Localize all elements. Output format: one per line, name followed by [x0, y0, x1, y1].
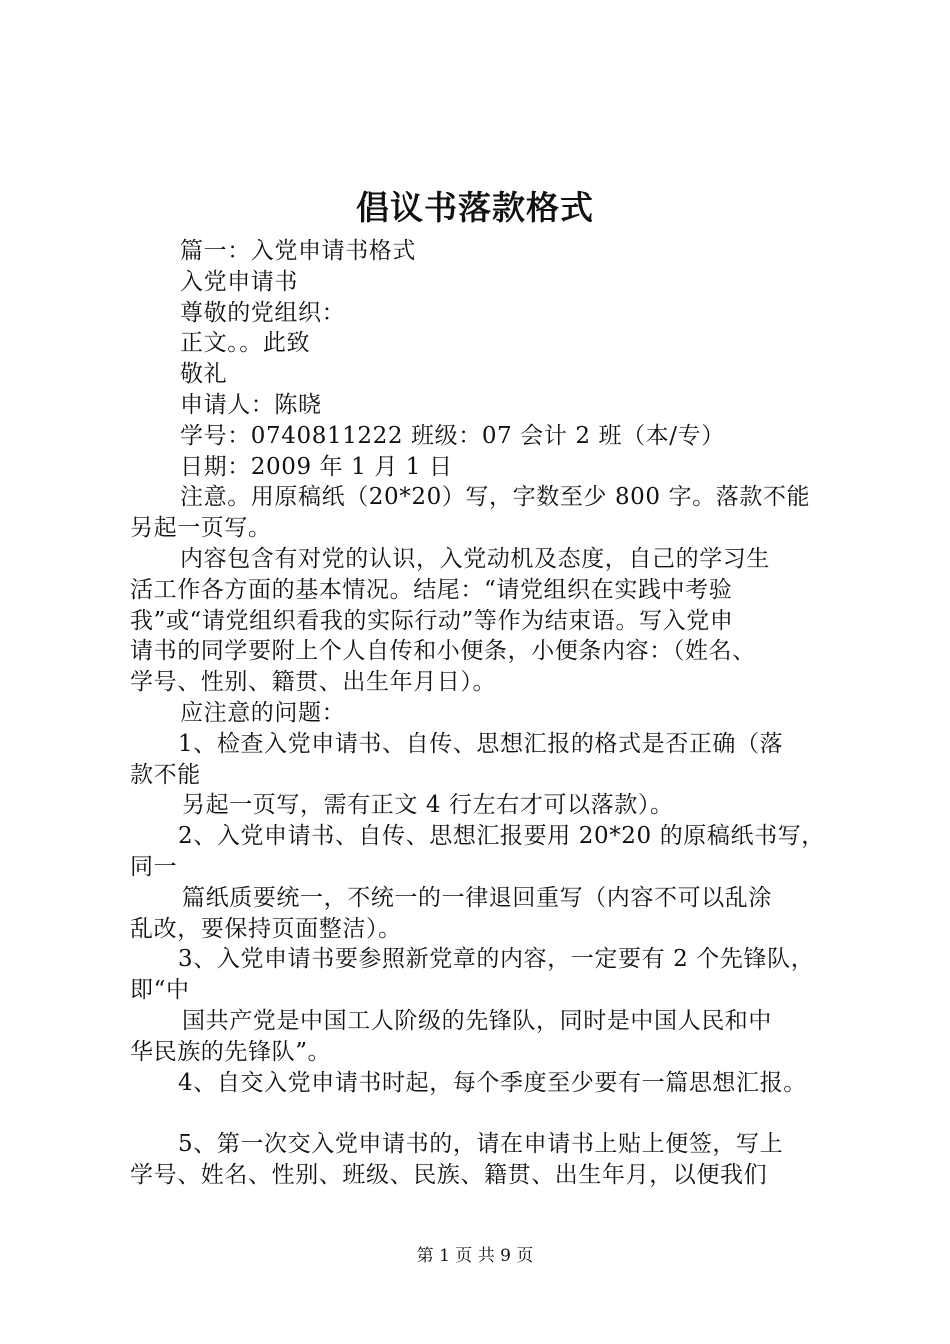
- text-line: 尊敬的党组织：: [180, 299, 346, 326]
- text-line: 国共产党是中国工人阶级的先锋队，同时是中国人民和中: [182, 1007, 772, 1034]
- text-line: 活工作各方面的基本情况。结尾：“请党组织在实践中考验: [130, 576, 733, 603]
- text-line: 学号、性别、籍贯、出生年月日）。: [130, 669, 497, 696]
- text-line: 日期：2009 年 1 月 1 日: [180, 453, 453, 480]
- text-line: 申请人：陈晓: [180, 391, 322, 418]
- text-line: 款不能: [130, 761, 201, 788]
- text-line: 2、入党申请书、自传、思想汇报要用 20*20 的原稿纸书写，: [178, 823, 825, 850]
- text-line: 入党申请书: [180, 268, 298, 295]
- text-line: 我”或“请党组织看我的实际行动”等作为结束语。写入党申: [130, 607, 734, 634]
- page-footer: 第 1 页 共 9 页: [416, 1246, 534, 1266]
- text-line: 请书的同学要附上个人自传和小便条，小便条内容：（姓名、: [130, 638, 756, 665]
- blank-line: [130, 1098, 836, 1129]
- text-line: 1、检查入党申请书、自传、思想汇报的格式是否正确（落: [178, 730, 784, 757]
- page-title: 倡议书落款格式: [356, 188, 594, 227]
- text-line: 乱改，要保持页面整洁）。: [130, 915, 402, 942]
- text-line: 应注意的问题：: [180, 699, 346, 726]
- document-body: [130, 236, 836, 1191]
- text-line: 正文。。此致: [180, 330, 311, 357]
- text-line: 篇一：入党申请书格式: [180, 238, 416, 264]
- text-line: 5、第一次交入党申请书的，请在申请书上贴上便签，写上: [178, 1131, 784, 1158]
- text-line: 即“中: [130, 977, 190, 1004]
- text-line: 内容包含有对党的认识，入党动机及态度，自己的学习生: [180, 545, 770, 572]
- text-line: 4、自交入党申请书时起，每个季度至少要有一篇思想汇报。: [178, 1069, 807, 1096]
- text-line: 华民族的先锋队”。: [130, 1038, 332, 1065]
- text-line: 篇纸质要统一，不统一的一律退回重写（内容不可以乱涂: [182, 884, 772, 911]
- text-line: 注意。用原稿纸（20*20）写，字数至少 800 字。落款不能: [180, 484, 811, 511]
- text-line: 敬礼: [180, 361, 228, 388]
- text-line: 另起一页写，需有正文 4 行左右才可以落款）。: [182, 792, 674, 819]
- text-line: 学号、姓名、性别、班级、民族、籍贯、出生年月，以便我们: [130, 1161, 768, 1188]
- text-line: 学号：0740811222 班级：07 会计 2 班（本/专）: [180, 422, 725, 449]
- text-line: 3、入党申请书要参照新党章的内容，一定要有 2 个先锋队，: [178, 946, 815, 973]
- text-line: 同一: [130, 853, 178, 880]
- text-line: 另起一页写。: [130, 515, 272, 542]
